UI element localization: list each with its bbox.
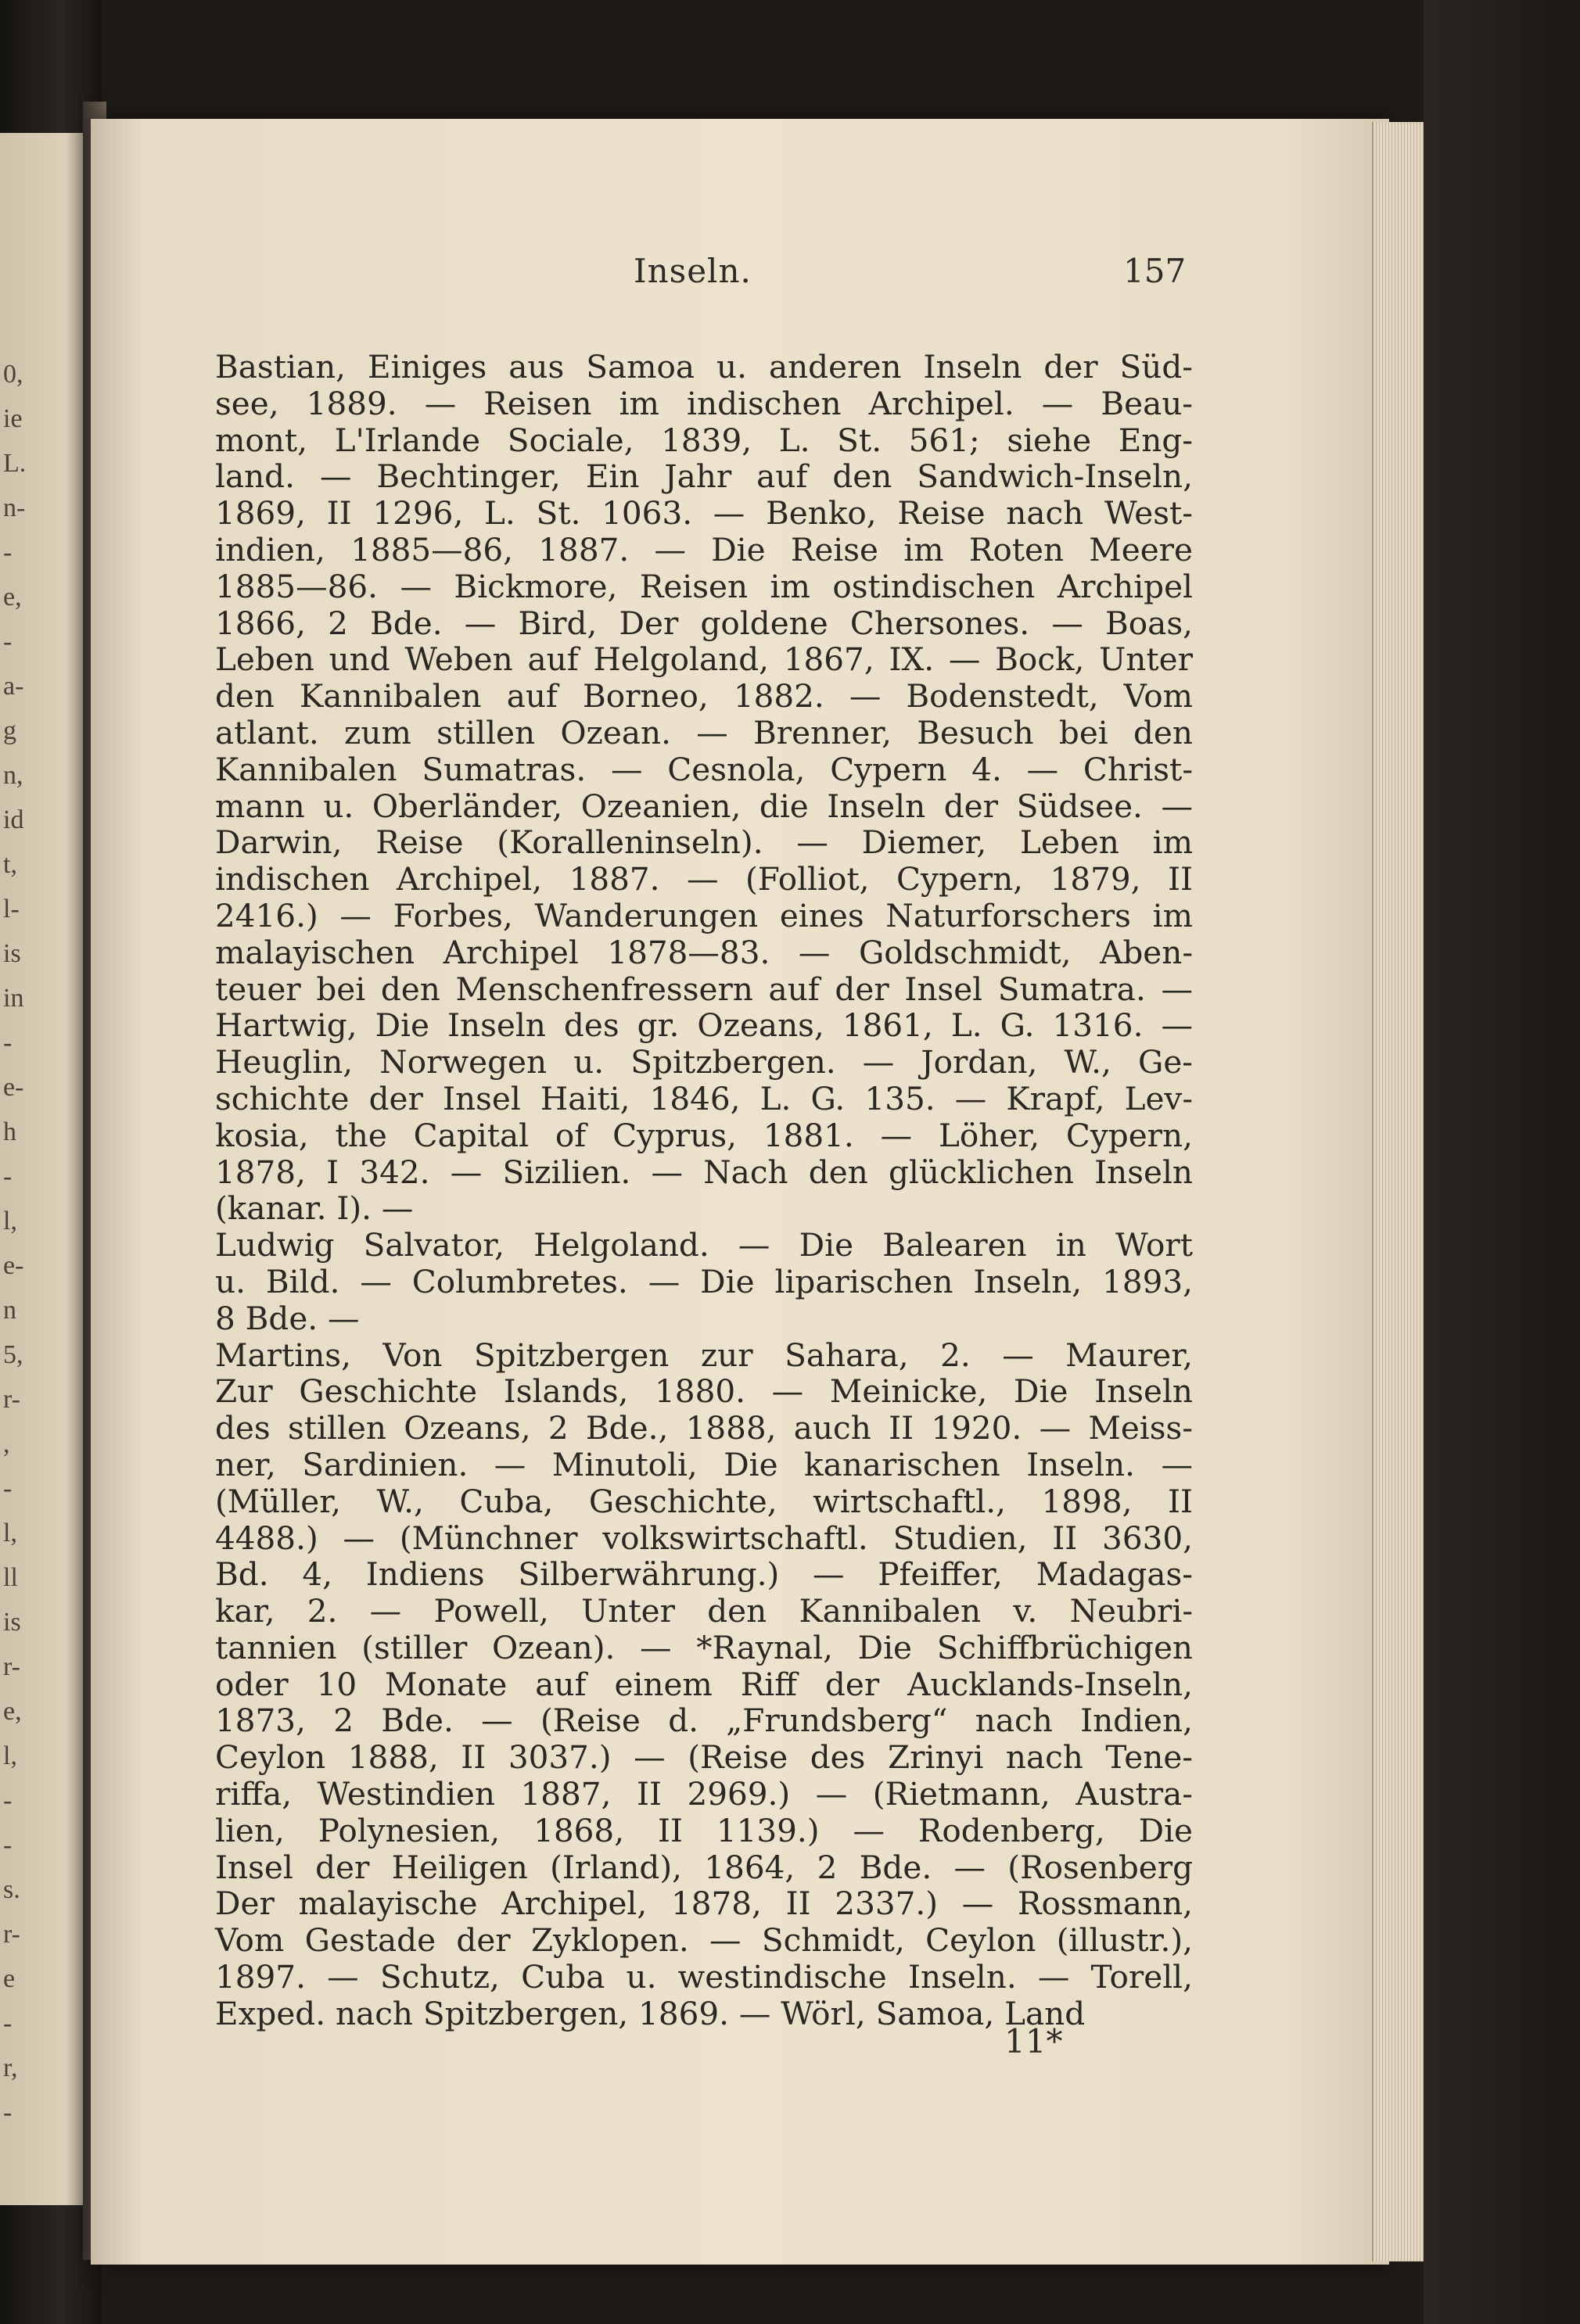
text-line: Martins, Von Spitzbergen zur Sahara, 2. — Maurer, bbox=[215, 1336, 1193, 1374]
text-line: Exped. nach Spitzbergen, 1869. — Wörl, Samoa, Land bbox=[215, 1994, 1086, 2032]
margin-fragment: g bbox=[3, 716, 16, 745]
text-line: 1866, 2 Bde. — Bird, Der goldene Chersones. — Boas, bbox=[215, 604, 1193, 642]
text-line: Zur Geschichte Islands, 1880. — Meinicke, Die Inseln bbox=[215, 1372, 1193, 1411]
margin-fragment: id bbox=[3, 805, 24, 834]
text-line: lien, Polynesien, 1868, II 1139.) — Rodenberg, Die bbox=[215, 1811, 1193, 1849]
text-line: ner, Sardinien. — Minutoli, Die kanarischen Inseln. — bbox=[215, 1445, 1193, 1483]
text-line: den Kannibalen auf Borneo, 1882. — Bodenstedt, Vom bbox=[215, 677, 1193, 715]
text-line: see, 1889. — Reisen im indischen Archipel. — Beau- bbox=[215, 384, 1193, 422]
text-line: atlant. zum stillen Ozean. — Brenner, Besuch bei den bbox=[215, 713, 1193, 751]
margin-fragment: e- bbox=[3, 1251, 24, 1280]
margin-fragment: - bbox=[3, 1831, 13, 1860]
margin-fragment: - bbox=[3, 1162, 13, 1191]
margin-fragment: r- bbox=[3, 1652, 20, 1681]
signature-mark: 11* bbox=[1004, 2022, 1063, 2060]
text-line: kosia, the Capital of Cyprus, 1881. — Löher, Cypern, bbox=[215, 1116, 1193, 1154]
text-line: Der malayische Archipel, 1878, II 2337.) — Rossmann, bbox=[215, 1885, 1193, 1923]
text-line: teuer bei den Menschenfressern auf der Insel Sumatra. — bbox=[215, 970, 1193, 1008]
text-line: land. — Bechtinger, Ein Jahr auf den Sandwich-Inseln, bbox=[215, 457, 1193, 496]
margin-fragment: - bbox=[3, 1474, 13, 1503]
text-line: 8 Bde. — bbox=[215, 1299, 360, 1337]
margin-fragment: 5, bbox=[3, 1340, 23, 1369]
margin-fragment: h bbox=[3, 1117, 16, 1146]
margin-fragment: l- bbox=[3, 895, 20, 924]
margin-fragment: - bbox=[3, 1786, 13, 1815]
text-line: 4488.) — (Münchner volkswirtschaftl. Studien, II 3630, bbox=[215, 1519, 1193, 1557]
margin-fragment: - bbox=[3, 1028, 13, 1057]
text-line: 1885—86. — Bickmore, Reisen im ostindischen Archipel bbox=[215, 567, 1193, 605]
margin-fragment: r, bbox=[3, 2053, 18, 2082]
margin-fragment: in bbox=[3, 984, 24, 1013]
margin-fragment: L. bbox=[3, 449, 27, 478]
text-line: Insel der Heiligen (Irland), 1864, 2 Bde. — (Rosenberg bbox=[215, 1848, 1193, 1886]
margin-fragment: l, bbox=[3, 1519, 17, 1548]
margin-fragment: a- bbox=[3, 672, 24, 701]
margin-fragment: - bbox=[3, 2009, 13, 2038]
margin-fragment: n- bbox=[3, 493, 26, 522]
text-line: indien, 1885—86, 1887. — Die Reise im Roten Meere bbox=[215, 530, 1193, 568]
text-line: indischen Archipel, 1887. — (Folliot, Cypern, 1879, II bbox=[215, 860, 1193, 898]
text-line: schichte der Insel Haiti, 1846, L. G. 135. — Krapf, Lev- bbox=[215, 1079, 1193, 1117]
text-line: 1897. — Schutz, Cuba u. westindische Inseln. — Torell, bbox=[215, 1958, 1193, 1996]
margin-fragment: n, bbox=[3, 761, 23, 790]
text-line: Hartwig, Die Inseln des gr. Ozeans, 1861, L. G. 1316. — bbox=[215, 1006, 1193, 1045]
text-line: Darwin, Reise (Koralleninseln). — Diemer, Leben im bbox=[215, 823, 1193, 862]
margin-fragment: l, bbox=[3, 1741, 17, 1770]
margin-fragment: r- bbox=[3, 1385, 20, 1414]
text-line: 1878, I 342. — Sizilien. — Nach den glücklichen Inseln bbox=[215, 1153, 1193, 1191]
text-line: Vom Gestade der Zyklopen. — Schmidt, Ceylon (illustr.), bbox=[215, 1921, 1193, 1960]
previous-page-edge bbox=[0, 133, 88, 2205]
margin-fragment: l, bbox=[3, 1207, 17, 1236]
margin-fragment: r- bbox=[3, 1920, 20, 1949]
margin-fragment: , bbox=[3, 1429, 10, 1458]
text-line: kar, 2. — Powell, Unter den Kannibalen v. Neubri- bbox=[215, 1592, 1193, 1630]
margin-fragment: 0, bbox=[3, 360, 23, 389]
text-line: Ceylon 1888, II 3037.) — (Reise des Zrinyi nach Tene- bbox=[215, 1738, 1193, 1777]
text-line: Leben und Weben auf Helgoland, 1867, IX. — Bock, Unter bbox=[215, 640, 1193, 679]
text-line: (kanar. I). — bbox=[215, 1189, 414, 1228]
text-line: u. Bild. — Columbretes. — Die liparischen Inseln, 1893, bbox=[215, 1262, 1193, 1300]
text-line: mont, L'Irlande Sociale, 1839, L. St. 561; siehe Eng- bbox=[215, 421, 1193, 459]
text-line: (Müller, W., Cuba, Geschichte, wirtschaftl., 1898, II bbox=[215, 1482, 1193, 1520]
margin-fragment: t, bbox=[3, 850, 17, 879]
margin-fragment: e- bbox=[3, 1073, 24, 1102]
page-number: 157 bbox=[1123, 252, 1187, 290]
text-line: 2416.) — Forbes, Wanderungen eines Naturforschers im bbox=[215, 896, 1193, 934]
book-cover-right bbox=[1424, 0, 1580, 2324]
text-line: riffa, Westindien 1887, II 2969.) — (Rietmann, Austra- bbox=[215, 1775, 1193, 1813]
text-line: Kannibalen Sumatras. — Cesnola, Cypern 4. — Christ- bbox=[215, 750, 1193, 788]
text-line: mann u. Oberländer, Ozeanien, die Inseln der Südsee. — bbox=[215, 787, 1193, 825]
margin-fragment: - bbox=[3, 2098, 13, 2127]
text-line: Heuglin, Norwegen u. Spitzbergen. — Jordan, W., Ge- bbox=[215, 1043, 1193, 1081]
margin-fragment: - bbox=[3, 627, 13, 656]
margin-fragment: is bbox=[3, 939, 21, 968]
text-line: oder 10 Monate auf einem Riff der Aucklands-Inseln, bbox=[215, 1665, 1193, 1703]
text-line: malayischen Archipel 1878—83. — Goldschmidt, Aben- bbox=[215, 933, 1193, 971]
text-line: Bastian, Einiges aus Samoa u. anderen Inseln der Süd- bbox=[215, 348, 1193, 386]
margin-fragment: e bbox=[3, 1964, 16, 1993]
margin-fragment: ie bbox=[3, 404, 23, 433]
margin-fragment: e, bbox=[3, 1697, 22, 1726]
running-title: Inseln. bbox=[634, 252, 752, 290]
margin-fragment: ll bbox=[3, 1563, 18, 1592]
text-line: 1873, 2 Bde. — (Reise d. „Frundsberg“ nach Indien, bbox=[215, 1702, 1193, 1740]
margin-fragment: e, bbox=[3, 583, 22, 611]
margin-fragment: n bbox=[3, 1296, 16, 1325]
margin-fragment: - bbox=[3, 538, 13, 567]
text-line: 1869, II 1296, L. St. 1063. — Benko, Reise nach West- bbox=[215, 494, 1193, 533]
page-stack-edges bbox=[1372, 122, 1425, 2261]
margin-fragment: s. bbox=[3, 1875, 20, 1904]
text-line: Bd. 4, Indiens Silberwährung.) — Pfeiffer, Madagas- bbox=[215, 1555, 1193, 1594]
margin-fragment: is bbox=[3, 1608, 21, 1637]
text-line: tannien (stiller Ozean). — *Raynal, Die Schiffbrüchigen bbox=[215, 1628, 1193, 1666]
text-line: Ludwig Salvator, Helgoland. — Die Balearen in Wort bbox=[215, 1226, 1193, 1264]
bibliography-text bbox=[215, 349, 1193, 2032]
text-line: des stillen Ozeans, 2 Bde., 1888, auch II 1920. — Meiss- bbox=[215, 1409, 1193, 1447]
